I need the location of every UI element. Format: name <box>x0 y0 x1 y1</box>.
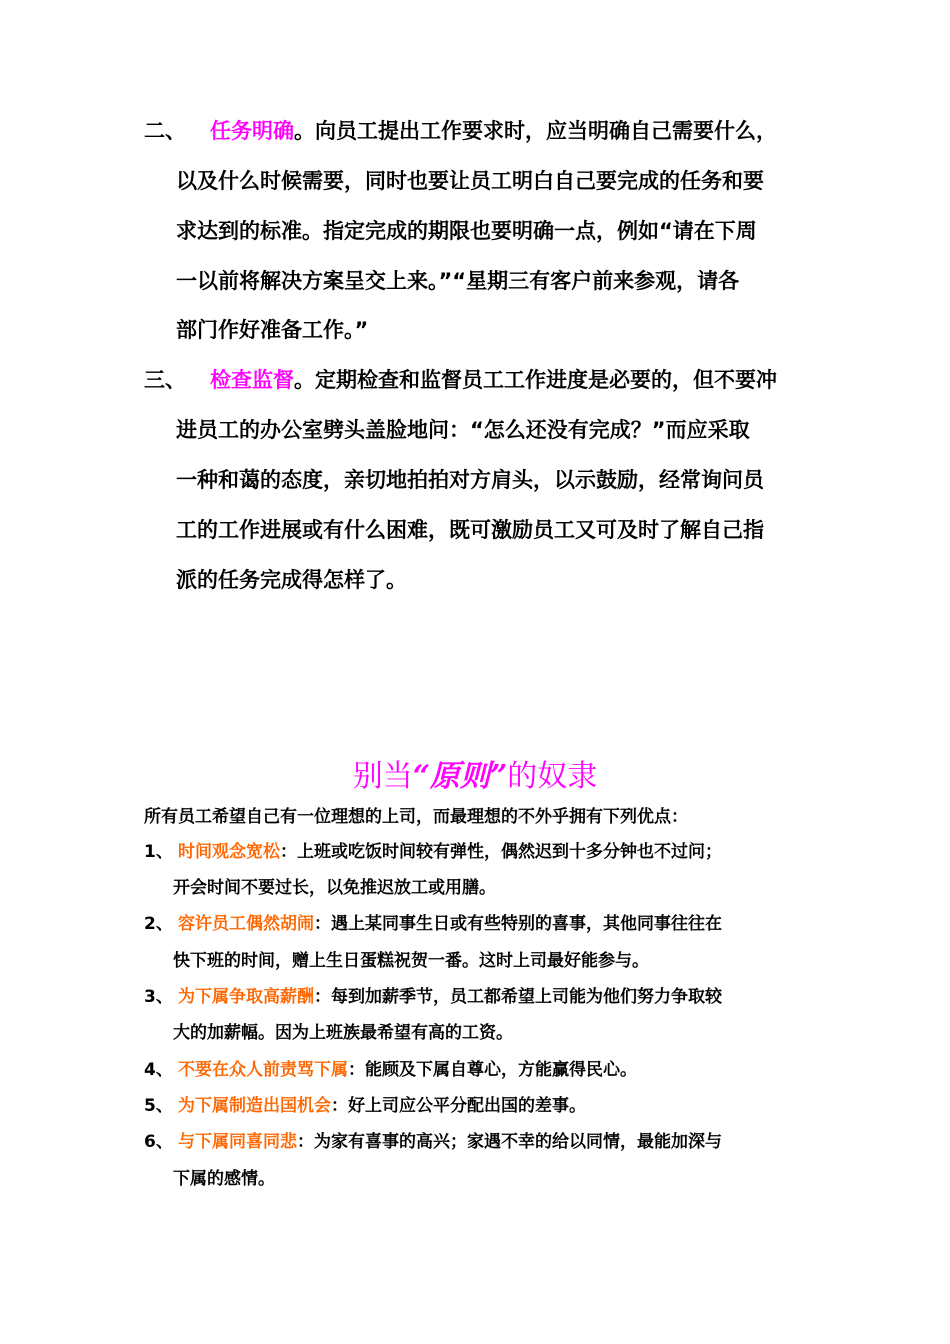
section-text: 。定期检查和监督员工工作进度是必要的，但不要冲 <box>294 368 777 392</box>
list-number: 4、 <box>144 1060 173 1080</box>
section-three-line-2: 进员工的办公室劈头盖脸地问：“怎么还没有完成？”而应采取 <box>176 418 750 442</box>
section-two-line-4: 一以前将解决方案呈交上来。”“星期三有客户前来参观，请各 <box>176 269 740 293</box>
list-number: 6、 <box>144 1132 173 1152</box>
intro-text: 所有员工希望自己有一位理想的上司，而最理想的不外乎拥有下列优点： <box>144 807 688 827</box>
list-keyword: 为下属制造出国机会 <box>178 1096 331 1116</box>
list-item <box>144 985 722 1009</box>
list-item <box>144 1058 637 1082</box>
list-keyword: 时间观念宽松 <box>178 842 280 862</box>
heading-prefix: 别当 <box>352 759 413 794</box>
list-number: 5、 <box>144 1096 173 1116</box>
list-keyword: 为下属争取高薪酬 <box>178 987 314 1007</box>
list-text: ：好上司应公平分配出国的差事。 <box>331 1096 586 1116</box>
list-number: 2、 <box>144 914 173 934</box>
section-two-line-3: 求达到的标准。指定完成的期限也要明确一点，例如“请在下周 <box>176 219 757 243</box>
list-text: ：每到加薪季节，员工都希望上司能为他们努力争取较 <box>314 987 722 1007</box>
heading-suffix: 的奴隶 <box>507 759 598 794</box>
list-item <box>144 840 722 864</box>
list-text: ：能顾及下属自尊心，方能赢得民心。 <box>348 1060 637 1080</box>
section-number: 二、 <box>144 119 186 143</box>
section-two-line-1 <box>144 116 777 146</box>
list-item-continuation: 快下班的时间，赠上生日蛋糕祝贺一番。这时上司最好能参与。 <box>173 951 649 971</box>
list-item-continuation: 大的加薪幅。因为上班族最希望有高的工资。 <box>173 1023 513 1043</box>
list-number: 3、 <box>144 987 173 1007</box>
list-item-continuation: 下属的感情。 <box>173 1169 275 1189</box>
section-three-line-3: 一种和蔼的态度，亲切地拍拍对方肩头，以示鼓励，经常询问员 <box>176 468 764 492</box>
list-text: ：上班或吃饭时间较有弹性，偶然迟到十多分钟也不过问； <box>280 842 722 862</box>
list-number: 1、 <box>144 842 173 862</box>
list-keyword: 容许员工偶然胡闹 <box>178 914 314 934</box>
list-item <box>144 1094 586 1118</box>
list-text: ：为家有喜事的高兴；家遇不幸的给以同情，最能加深与 <box>297 1132 722 1152</box>
section-number: 三、 <box>144 368 186 392</box>
section-three-line-1 <box>144 365 777 395</box>
list-keyword: 不要在众人前责骂下属 <box>178 1060 348 1080</box>
list-keyword: 与下属同喜同悲 <box>178 1132 297 1152</box>
page-heading <box>0 757 950 797</box>
section-two-line-2: 以及什么时候需要，同时也要让员工明白自己要完成的任务和要 <box>176 169 764 193</box>
section-two-line-5: 部门作好准备工作。” <box>176 318 369 342</box>
section-keyword: 任务明确 <box>210 119 294 143</box>
list-item-continuation: 开会时间不要过长，以免推迟放工或用膳。 <box>173 878 496 898</box>
section-three-line-5: 派的任务完成得怎样了。 <box>176 568 407 592</box>
section-text: 。向员工提出工作要求时，应当明确自己需要什么， <box>294 119 777 143</box>
section-three-line-4: 工的工作进展或有什么困难，既可激励员工又可及时了解自己指 <box>176 518 764 542</box>
heading-quoted: “原则” <box>412 759 508 794</box>
list-text: ：遇上某同事生日或有些特别的喜事，其他同事往往在 <box>314 914 722 934</box>
section-keyword: 检查监督 <box>210 368 294 392</box>
list-item <box>144 912 722 936</box>
list-item <box>144 1130 722 1154</box>
